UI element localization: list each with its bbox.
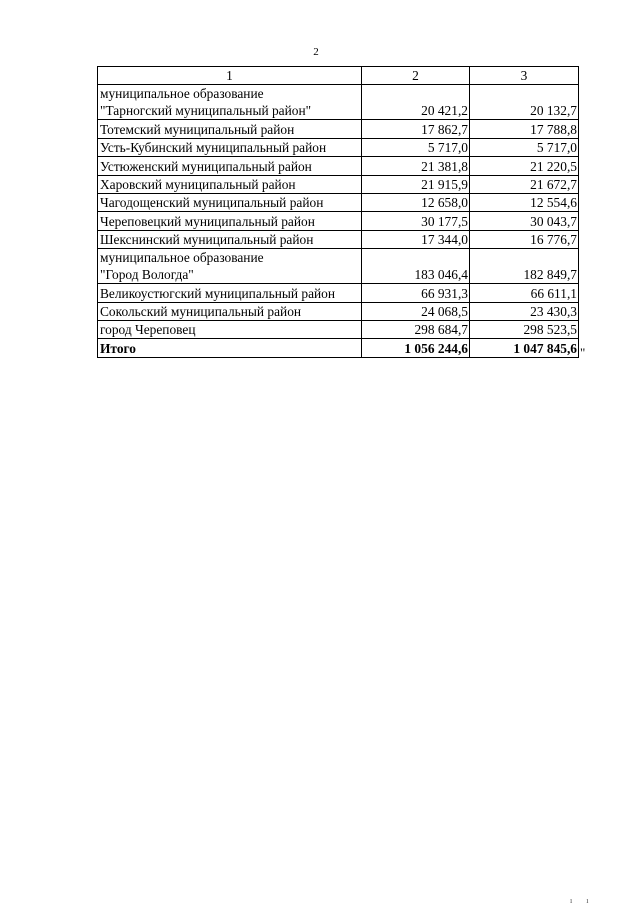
budget-table xyxy=(97,66,579,358)
column-header-3: 3 xyxy=(470,67,579,85)
footer-marks: ı ı xyxy=(570,896,595,905)
row-name xyxy=(98,249,362,284)
row-value-2: 21 381,8 xyxy=(362,157,470,175)
row-name: город Череповец xyxy=(98,320,362,338)
table-row xyxy=(98,249,579,284)
row-value-3: 12 554,6 xyxy=(470,193,579,211)
row-name: Череповецкий муниципальный район xyxy=(98,212,362,230)
row-name: Харовский муниципальный район xyxy=(98,175,362,193)
row-name: Великоустюгский муниципальный район xyxy=(98,284,362,302)
row-value-3: 23 430,3 xyxy=(470,302,579,320)
row-value-2: 20 421,2 xyxy=(362,85,470,120)
table-row xyxy=(98,85,579,120)
row-value-2: 12 658,0 xyxy=(362,193,470,211)
row-name: Шекснинский муниципальный район xyxy=(98,230,362,248)
row-value-2: 183 046,4 xyxy=(362,249,470,284)
row-value-2: 24 068,5 xyxy=(362,302,470,320)
total-row xyxy=(98,339,579,357)
row-name-line1: муниципальное образование xyxy=(100,250,264,266)
table-row xyxy=(98,120,579,138)
total-value-2: 1 056 244,6 xyxy=(362,339,470,357)
row-name-line1: муниципальное образование xyxy=(100,86,264,102)
table-row xyxy=(98,157,579,175)
row-name: Тотемский муниципальный район xyxy=(98,120,362,138)
row-value-2: 298 684,7 xyxy=(362,320,470,338)
row-value-3: 21 672,7 xyxy=(470,175,579,193)
row-name: Устюженский муниципальный район xyxy=(98,157,362,175)
row-name xyxy=(98,85,362,120)
table-header-row xyxy=(98,67,579,85)
row-name-line2: "Тарногский муниципальный район" xyxy=(100,103,312,119)
table-row xyxy=(98,284,579,302)
row-value-3: 30 043,7 xyxy=(470,212,579,230)
row-value-3: 16 776,7 xyxy=(470,230,579,248)
row-value-2: 17 344,0 xyxy=(362,230,470,248)
total-value-3: 1 047 845,6 xyxy=(470,339,579,357)
row-value-2: 5 717,0 xyxy=(362,138,470,156)
row-value-3: 66 611,1 xyxy=(470,284,579,302)
column-header-2: 2 xyxy=(362,67,470,85)
row-value-3: 17 788,8 xyxy=(470,120,579,138)
row-value-3: 182 849,7 xyxy=(470,249,579,284)
table-row xyxy=(98,212,579,230)
total-label: Итого xyxy=(98,339,362,357)
row-name: Усть-Кубинский муниципальный район xyxy=(98,138,362,156)
row-value-2: 30 177,5 xyxy=(362,212,470,230)
row-value-3: 21 220,5 xyxy=(470,157,579,175)
table-row xyxy=(98,193,579,211)
column-header-1: 1 xyxy=(98,67,362,85)
row-value-2: 21 915,9 xyxy=(362,175,470,193)
row-value-3: 298 523,5 xyxy=(470,320,579,338)
table-row xyxy=(98,302,579,320)
row-value-3: 20 132,7 xyxy=(470,85,579,120)
row-name: Сокольский муниципальный район xyxy=(98,302,362,320)
table-row xyxy=(98,138,579,156)
closing-quote: " xyxy=(580,345,586,360)
table-row xyxy=(98,175,579,193)
table-row xyxy=(98,230,579,248)
row-name: Чагодощенский муниципальный район xyxy=(98,193,362,211)
row-value-2: 66 931,3 xyxy=(362,284,470,302)
page-number: 2 xyxy=(313,46,319,58)
table-row xyxy=(98,320,579,338)
row-value-2: 17 862,7 xyxy=(362,120,470,138)
row-name-line2: "Город Вологда" xyxy=(100,267,194,283)
row-value-3: 5 717,0 xyxy=(470,138,579,156)
